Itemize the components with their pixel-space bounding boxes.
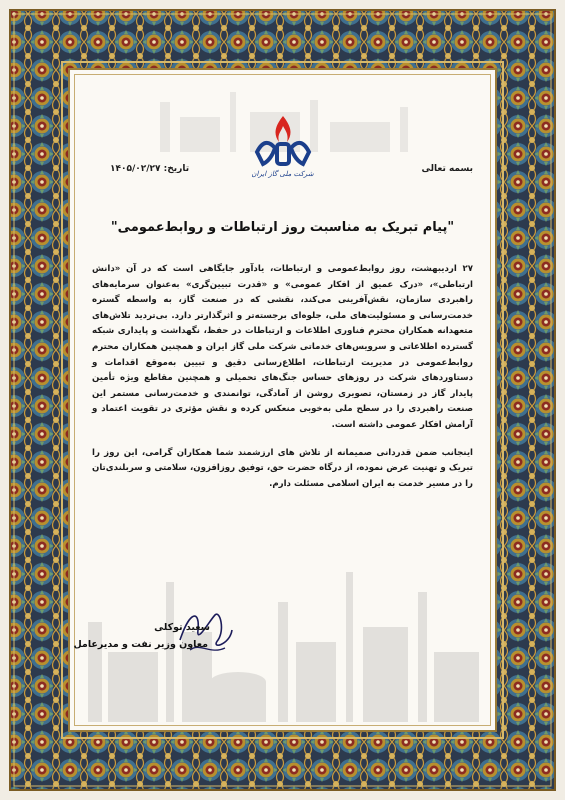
body-paragraph-1: ۲۷ اردیبهشت، روز روابط‌عمومی و ارتباطات، یادآور جایگاهی است که در آن «دانش ارتباطی»، «درک عمیق از افکار عمومی» و «قدرت تبیین‌گری» به‌عنوان سرمایه‌های راهبردی سازمان، نقش‌آفرینی می‌کند، نقشی که در صنعت گاز، به واسطه گستره خدمت‌رسانی و مسئولیت‌های ملی، جلوه‌ای برجسته‌تر و اثرگذارتر دارد. بی‌تردید تلاش‌های متعهدانه همکاران محترم فناوری اطلاعات و ارتباطات در حفظ، نگهداشت و پایداری شبکه گسترده اطلاعاتی و سرویس‌های خدماتی شرکت ملی گاز ایران و همچنین همکاران محترم روابط‌عمومی در مدیریت ارتباطات، اطلاع‌رسانی دقیق و تبیین به‌موقع اقدامات و دستاوردهای شرکت در روزهای حساس جنگ‌های تحمیلی و همچنین مقاطع ویژه تأمین پایدار گاز در زمستان، تصویری روشن از آمادگی، توانمندی و خدمت‌رسانی مستمر این صنعت راهبردی را در سطح ملی به‌خوبی منعکس کرده و نقش مؤثری در تقویت اعتماد و آرامش افکار عمومی داشته است. [92,264,473,430]
date-line [110,164,189,174]
nigc-logo [243,112,323,186]
signer-title: معاون وزیر نفت و مدیرعامل [73,639,208,650]
body-paragraph-2: اینجانب ضمن قدردانی صمیمانه از تلاش های ارزشمند شما همکاران گرامی، این روز را تبریک و تهنیت عرض نموده، از درگاه حضرت حق، توفیق روزافزون، سلامتی و سربلندی‌تان را در مسیر خدمت به ایران اسلامی مسئلت دارم. [92,447,473,489]
letter-header [80,112,485,182]
logo-caption: شرکت ملی گاز ایران [251,170,314,178]
date-label: تاریخ: [163,164,190,174]
date-value: ۱۴۰۵/۰۲/۲۷ [110,164,161,174]
letter-title: "پیام تبریک به مناسبت روز ارتباطات و روابط‌عمومی" [110,220,455,235]
refinery-watermark [78,532,487,722]
flame-logo-icon [243,112,323,170]
letter-body [92,262,473,504]
basmeh-text: بسمه تعالی [421,164,473,174]
signer-name: سعید توکلی [154,622,210,633]
